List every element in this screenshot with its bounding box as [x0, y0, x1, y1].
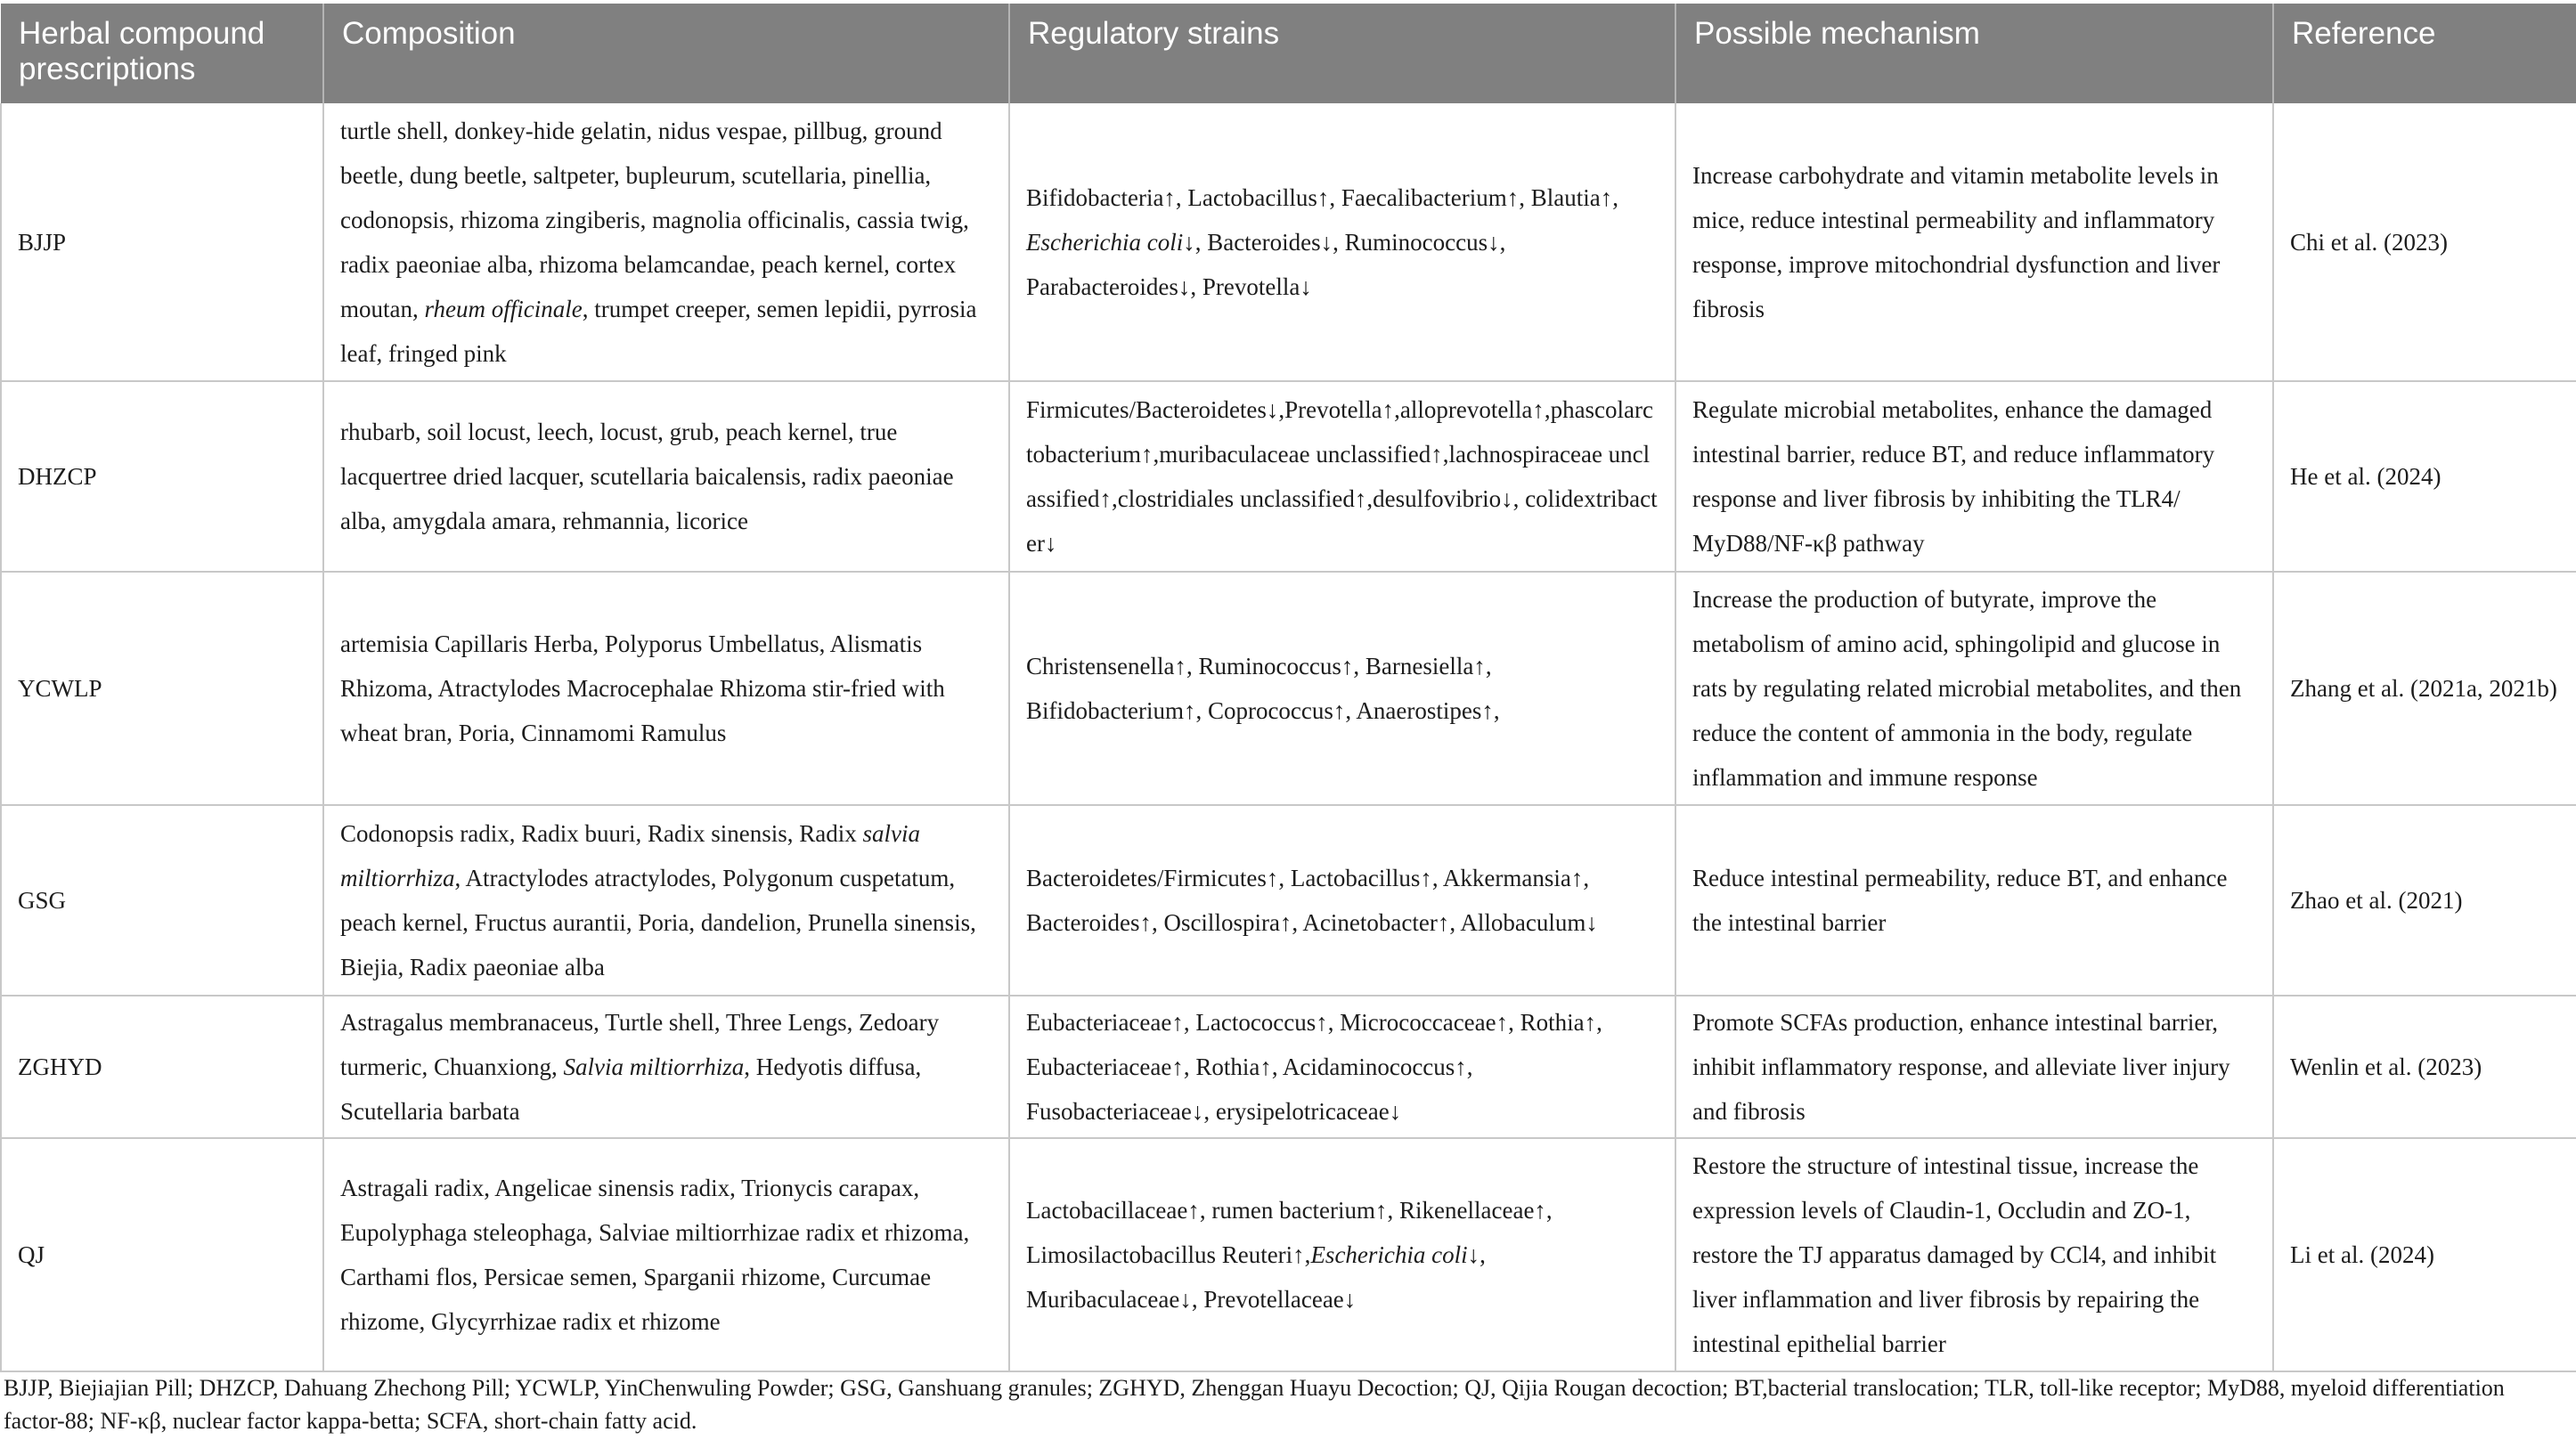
- header-mechanism: Possible mechanism: [1675, 4, 2273, 103]
- table-header: [1, 4, 2576, 103]
- header-prescriptions: Herbal compound prescriptions: [1, 4, 323, 103]
- mechanism-cell: Increase carbohydrate and vitamin metabolite levels in mice, reduce intestinal permeability and inflammatory response, improve mitochondrial dysfunction and liver fibrosis: [1675, 103, 2273, 381]
- header-reference: Reference: [2273, 4, 2576, 103]
- mechanism-cell: Regulate microbial metabolites, enhance the damaged intestinal barrier, reduce BT, and reduce inflammatory response and liver fibrosis by inhibiting the TLR4/ MyD88/NF-κβ pathway: [1675, 381, 2273, 572]
- prescription-name: YCWLP: [1, 572, 323, 805]
- composition-cell: artemisia Capillaris Herba, Polyporus Umbellatus, Alismatis Rhizoma, Atractylodes Macrocephalae Rhizoma stir-fried with wheat bran, Poria, Cinnamomi Ramulus: [323, 572, 1009, 805]
- strains-cell: Lactobacillaceae↑, rumen bacterium↑, Rikenellaceae↑, Limosilactobacillus Reuteri↑,Escherichia coli↓, Muribaculaceae↓, Prevotellaceae↓: [1009, 1138, 1675, 1371]
- composition-cell: Astragalus membranaceus, Turtle shell, Three Lengs, Zedoary turmeric, Chuanxiong, Salvia miltiorrhiza, Hedyotis diffusa, Scutellaria barbata: [323, 996, 1009, 1138]
- mechanism-cell: Reduce intestinal permeability, reduce BT, and enhance the intestinal barrier: [1675, 805, 2273, 996]
- prescription-name: ZGHYD: [1, 996, 323, 1138]
- table-row: [1, 805, 2576, 996]
- table-row: [1, 1138, 2576, 1371]
- prescription-name: QJ: [1, 1138, 323, 1371]
- herbal-table: [0, 4, 2576, 1372]
- prescription-name: DHZCP: [1, 381, 323, 572]
- strains-cell: Christensenella↑, Ruminococcus↑, Barnesiella↑, Bifidobacterium↑, Coprococcus↑, Anaerostipes↑,: [1009, 572, 1675, 805]
- strains-cell: Bifidobacteria↑, Lactobacillus↑, Faecalibacterium↑, Blautia↑, Escherichia coli↓, Bacteroides↓, Ruminococcus↓, Parabacteroides↓, Prevotella↓: [1009, 103, 1675, 381]
- table-row: [1, 103, 2576, 381]
- strains-cell: Eubacteriaceae↑, Lactococcus↑, Micrococcaceae↑, Rothia↑, Eubacteriaceae↑, Rothia↑, Acidaminococcus↑, Fusobacteriaceae↓, erysipelotricaceae↓: [1009, 996, 1675, 1138]
- table-row: [1, 381, 2576, 572]
- composition-cell: Astragali radix, Angelicae sinensis radix, Trionycis carapax, Eupolyphaga steleophaga, Salviae miltiorrhizae radix et rhizoma, Carthami flos, Persicae semen, Sparganii rhizome, Curcumae rhizome, Glycyrrhizae radix et rhizome: [323, 1138, 1009, 1371]
- reference-link[interactable]: Wenlin et al. (2023): [2273, 996, 2576, 1138]
- header-row: [1, 4, 2576, 103]
- header-strains: Regulatory strains: [1009, 4, 1675, 103]
- mechanism-cell: Restore the structure of intestinal tissue, increase the expression levels of Claudin-1, Occludin and ZO-1, restore the TJ apparatus damaged by CCl4, and inhibit liver inflammation and liver fibrosis by repairing the intestinal epithelial barrier: [1675, 1138, 2273, 1371]
- table-row: [1, 572, 2576, 805]
- composition-cell: turtle shell, donkey-hide gelatin, nidus vespae, pillbug, ground beetle, dung beetle, saltpeter, bupleurum, scutellaria, pinellia, codonopsis, rhizoma zingiberis, magnolia officinalis, cassia twig, radix paeoniae alba, rhizoma belamcandae, peach kernel, cortex moutan, rheum officinale, trumpet creeper, semen lepidii, pyrrosia leaf, fringed pink: [323, 103, 1009, 381]
- reference-link[interactable]: He et al. (2024): [2273, 381, 2576, 572]
- composition-cell: Codonopsis radix, Radix buuri, Radix sinensis, Radix salvia miltiorrhiza, Atractylodes atractylodes, Polygonum cuspetatum, peach kernel, Fructus aurantii, Poria, dandelion, Prunella sinensis, Biejia, Radix paeoniae alba: [323, 805, 1009, 996]
- reference-link[interactable]: Zhao et al. (2021): [2273, 805, 2576, 996]
- prescription-name: GSG: [1, 805, 323, 996]
- table-row: [1, 996, 2576, 1138]
- header-composition: Composition: [323, 4, 1009, 103]
- prescription-name: BJJP: [1, 103, 323, 381]
- strains-cell: Firmicutes/Bacteroidetes↓,Prevotella↑,alloprevotella↑,phascolarctobacterium↑,muribaculaceae unclassified↑,lachnospiraceae unclassified↑,clostridiales unclassified↑,desulfovibrio↓, colidextribacter↓: [1009, 381, 1675, 572]
- mechanism-cell: Increase the production of butyrate, improve the metabolism of amino acid, sphingolipid and glucose in rats by regulating related microbial metabolites, and then reduce the content of ammonia in the body, regulate inflammation and immune response: [1675, 572, 2273, 805]
- reference-link[interactable]: Li et al. (2024): [2273, 1138, 2576, 1371]
- mechanism-cell: Promote SCFAs production, enhance intestinal barrier, inhibit inflammatory response, and alleviate liver injury and fibrosis: [1675, 996, 2273, 1138]
- reference-link[interactable]: Chi et al. (2023): [2273, 103, 2576, 381]
- strains-cell: Bacteroidetes/Firmicutes↑, Lactobacillus↑, Akkermansia↑, Bacteroides↑, Oscillospira↑, Acinetobacter↑, Allobaculum↓: [1009, 805, 1675, 996]
- reference-link[interactable]: Zhang et al. (2021a, 2021b): [2273, 572, 2576, 805]
- table-footnote: BJJP, Biejiajian Pill; DHZCP, Dahuang Zhechong Pill; YCWLP, YinChenwuling Powder; GSG, Ganshuang granules; ZGHYD, Zhenggan Huayu Decoction; QJ, Qijia Rougan decoction; BT,bacterial translocation; TLR, toll-like receptor; MyD88, myeloid differentiation factor-88; NF-κβ, nuclear factor kappa-betta; SCFA, short-chain fatty acid.: [4, 1375, 2505, 1434]
- composition-cell: rhubarb, soil locust, leech, locust, grub, peach kernel, true lacquertree dried lacquer, scutellaria baicalensis, radix paeoniae alba, amygdala amara, rehmannia, licorice: [323, 381, 1009, 572]
